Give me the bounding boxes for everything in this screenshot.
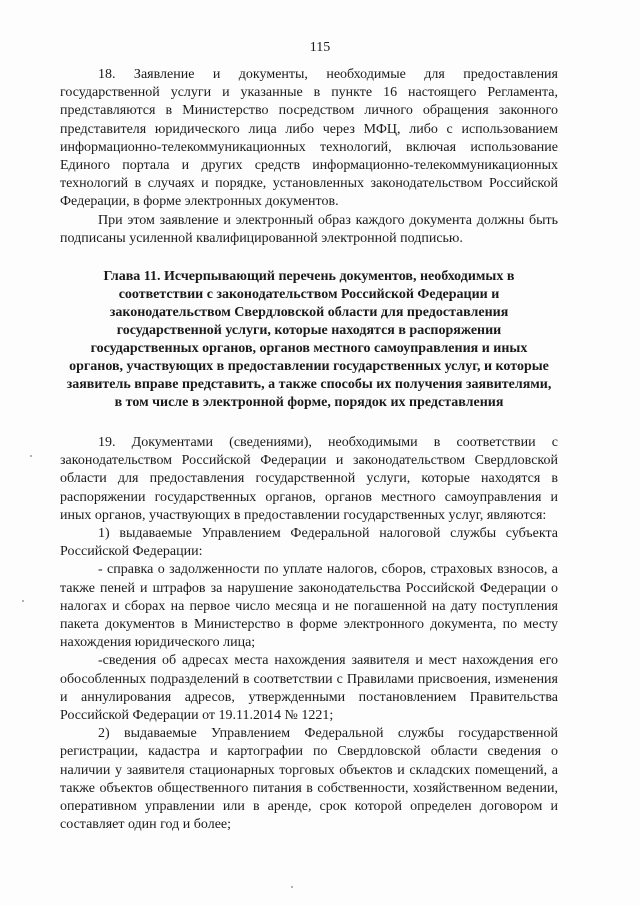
list-item-1: 1) выдаваемые Управлением Федеральной налоговой службы субъекта Российской Федерации: (60, 526, 558, 560)
paragraph-19: 19. Документами (сведениями), необходимыми в соответствии с законодательством Российской Федерации и законодательством Свердловской области для предоставления государственной услуги, которые находятся в распоряжении государственных органов, органов местного самоуправления и иных органов, участвующих в предоставлении государственных услуг, являются: (60, 435, 558, 523)
scan-speck (30, 455, 32, 457)
paragraph-signature: При этом заявление и электронный образ каждого документа должны быть подписаны усиленной квалифицированной электронной подписью. (60, 212, 558, 246)
list-item-address-info: -сведения об адресах места нахождения заявителя и мест нахождения его обособленных подразделений в соответствии с Правилами присвоения, изменения и аннулирования адресов, утвержденными постановлением Правительства Российской Федерации от 19.11.2014 № 1221; (60, 653, 558, 724)
page-number: 115 (309, 40, 331, 55)
list-item-debt-certificate: - справка о задолженности по уплате налогов, сборов, страховых взносов, а также пеней и штрафов за нарушение законодательства Российской Федерации о налогах и сборах на первое число месяца и не погашенной на дату поступления пакета документов в Министерство в форме электронного документа, по месту нахождения юридического лица; (60, 562, 558, 651)
scan-speck (291, 886, 293, 888)
document-body (60, 66, 558, 835)
scan-speck (22, 600, 24, 602)
paragraph-18: 18. Заявление и документы, необходимые для предоставления государственной услуги и указанные в пункте 16 настоящего Регламента, представляются в Министерство посредством личного обращения законного представителя юридического лица либо через МФЦ, либо с использованием информационно-телекоммуникационных технологий, включая использование Единого портала и других средств информационно-телекоммуникационных технологий в случаях и порядке, установленных законодательством Российской Федерации, в форме электронных документов. (60, 67, 558, 210)
list-item-2: 2) выдаваемые Управлением Федеральной службы государственной регистрации, кадастра и картографии по Свердловской области сведения о наличии у заявителя стационарных торговых объектов и складских помещений, а также объектов общественного питания в собственности, хозяйственном ведении, оперативном управлении или в аренде, срок которой определен договором и составляет один год и более; (60, 726, 558, 833)
chapter-11-heading: Глава 11. Исчерпывающий перечень документов, необходимых в соответствии с законодательством Российской Федерации и законодательством Свердловской области для предоставления государственной услуги, которые находятся в распоряжении государственных органов, органов местного самоуправления и иных органов, участвующих в предоставлении государственных услуг, и которые заявитель вправе представить, а также способы их получения заявителями, в том числе в электронной форме, порядок их представления (66, 269, 552, 411)
